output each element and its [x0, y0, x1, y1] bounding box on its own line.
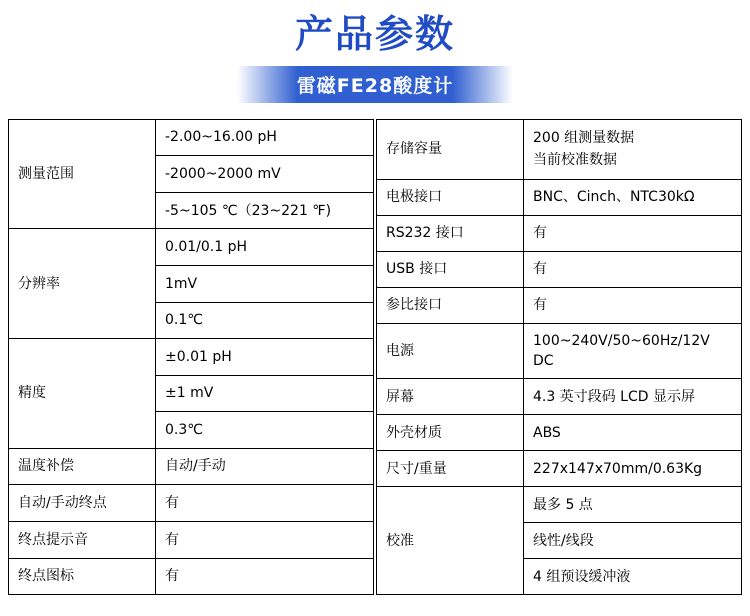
spec-value: 0.01/0.1 pH — [156, 229, 374, 266]
spec-label: USB 接口 — [377, 251, 524, 287]
subtitle-banner — [0, 66, 750, 103]
spec-value: 100~240V/50~60Hz/12V DC — [524, 323, 742, 379]
spec-value: 有 — [156, 558, 374, 595]
spec-label: 外壳材质 — [377, 415, 524, 451]
left-spec-table — [8, 119, 374, 595]
spec-value-line: 当前校准数据 — [533, 152, 617, 169]
spec-value: -2.00~16.00 pH — [156, 119, 374, 156]
table-row — [9, 229, 374, 266]
table-row — [377, 119, 742, 179]
spec-label: 测量范围 — [9, 119, 156, 229]
table-row — [377, 251, 742, 287]
spec-label: 尺寸/重量 — [377, 451, 524, 487]
spec-value: 有 — [524, 215, 742, 251]
spec-value: 4 组预设缓冲液 — [524, 559, 742, 595]
spec-value: 有 — [156, 521, 374, 558]
spec-label: 温度补偿 — [9, 448, 156, 485]
right-spec-table — [376, 119, 742, 595]
spec-value: 4.3 英寸段码 LCD 显示屏 — [524, 379, 742, 415]
spec-value: 227x147x70mm/0.63Kg — [524, 451, 742, 487]
table-row — [9, 558, 374, 595]
spec-value: 自动/手动 — [156, 448, 374, 485]
table-row — [9, 521, 374, 558]
spec-label: 存储容量 — [377, 119, 524, 179]
spec-label: 自动/手动终点 — [9, 485, 156, 522]
table-row — [377, 179, 742, 215]
spec-label: 参比接口 — [377, 287, 524, 323]
spec-value: -2000~2000 mV — [156, 156, 374, 193]
spec-label: RS232 接口 — [377, 215, 524, 251]
table-row — [377, 287, 742, 323]
spec-value: 有 — [524, 251, 742, 287]
table-row — [9, 339, 374, 376]
spec-value: 有 — [156, 485, 374, 522]
table-row — [377, 415, 742, 451]
table-row — [9, 485, 374, 522]
spec-value: 0.1℃ — [156, 302, 374, 339]
spec-label: 电源 — [377, 323, 524, 379]
spec-value: 有 — [524, 287, 742, 323]
spec-value: ±1 mV — [156, 375, 374, 412]
table-row — [377, 451, 742, 487]
spec-label: 精度 — [9, 339, 156, 449]
product-name: 雷磁FE28酸度计 — [237, 66, 513, 103]
spec-label: 屏幕 — [377, 379, 524, 415]
spec-value: -5~105 ℃（23~221 ℉) — [156, 192, 374, 229]
spec-value: 0.3℃ — [156, 412, 374, 449]
spec-value: ±0.01 pH — [156, 339, 374, 376]
page-title: 产品参数 — [294, 12, 455, 56]
spec-label: 分辨率 — [9, 229, 156, 339]
spec-value-line: 200 组测量数据 — [533, 129, 635, 146]
spec-value: BNC、Cinch、NTC30kΩ — [524, 179, 742, 215]
spec-value: 线性/线段 — [524, 523, 742, 559]
spec-label: 终点图标 — [9, 558, 156, 595]
table-row — [377, 215, 742, 251]
table-row — [377, 323, 742, 379]
table-row — [377, 487, 742, 523]
spec-tables — [0, 119, 750, 595]
spec-value: 最多 5 点 — [524, 487, 742, 523]
spec-label: 终点提示音 — [9, 521, 156, 558]
spec-value: 1mV — [156, 266, 374, 303]
spec-label: 电极接口 — [377, 179, 524, 215]
spec-value: ABS — [524, 415, 742, 451]
table-row — [9, 448, 374, 485]
spec-label: 校准 — [377, 487, 524, 595]
spec-value — [524, 119, 742, 179]
table-row — [377, 379, 742, 415]
table-row — [9, 119, 374, 156]
